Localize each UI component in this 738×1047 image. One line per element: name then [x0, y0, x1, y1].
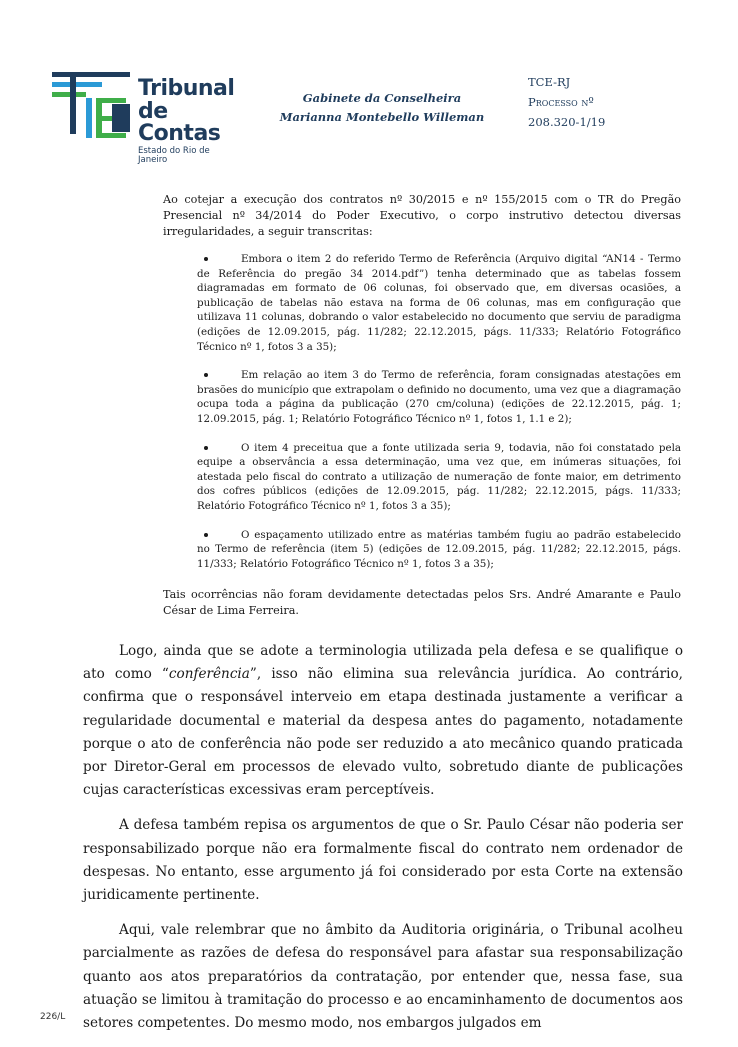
- bullet-icon: [204, 533, 208, 537]
- org-name: TCE-RJ: [528, 75, 571, 89]
- process-number: Processo nº 208.320-1/19: [528, 95, 606, 129]
- list-item: O item 4 preceitua que a fonte utilizada seria 9, todavia, não foi constatado pela equipe a observância a essa determinação, uma vez que, em inúmeras situações, foi atestada pelo fiscal do contrato a utilização de numeração de fonte maior, em detrimento dos cofres públicos (edições de 12.09.2015, pág. 11/282; 22.12.2015, págs. 11/333; Relatório Fotográfico Técnico nº 1, fotos 3 a 35);: [197, 441, 681, 512]
- main-text: [83, 640, 683, 1047]
- tce-emblem-icon: [52, 70, 136, 146]
- bullet-icon: [204, 257, 208, 261]
- page-footer: 226/L: [40, 1012, 66, 1022]
- cabinet-title: [272, 89, 492, 127]
- cabinet-line2: Marianna Montebello Willeman: [279, 110, 485, 124]
- quote-intro: Ao cotejar a execução dos contratos nº 30/2015 e nº 155/2015 com o TR do Pregão Presencial nº 34/2014 do Poder Executivo, o corpo instrutivo detectou diversas irregularidades, a seguir transcritas:: [163, 193, 681, 238]
- irregularities-list: [163, 252, 681, 571]
- process-info: [528, 72, 605, 132]
- paragraph-3: Aqui, vale relembrar que no âmbito da Auditoria originária, o Tribunal acolheu parcialmente as razões de defesa do responsável para afastar sua responsabilização quanto aos atos preparatórios da contratação, por entender que, nessa fase, sua atuação se limitou à tramitação do processo e ao encaminhamento de documentos aos setores competentes. Do mesmo modo, nos embargos julgados em: [83, 922, 683, 1032]
- logo-line3: Estado do Rio de Janeiro: [138, 146, 210, 165]
- quote-closing: Tais ocorrências não foram devidamente detectadas pelos Srs. André Amarante e Paulo César de Lima Ferreira.: [163, 588, 681, 618]
- paragraph-2: A defesa também repisa os argumentos de que o Sr. Paulo César não poderia ser responsabilizado porque não era formalmente fiscal do contrato nem ordenador de despesas. No entanto, esse argumento já foi considerado por esta Corte na extensão juridicamente pertinente.: [83, 817, 683, 904]
- page-header: [0, 0, 738, 165]
- logo-line1: Tribunal: [138, 76, 235, 101]
- list-item: Em relação ao item 3 do Termo de referência, foram consignadas atestações em brasões do município que extrapolam o definido no documento, uma vez que a diagramação ocupa toda a página da publicação (270 cm/coluna) (edições de 22.12.2015, pág. 1; 12.09.2015, pág. 1; Relatório Fotográfico Técnico nº 1, fotos 1, 1.1 e 2);: [197, 369, 681, 425]
- tce-logo: [52, 70, 235, 165]
- list-item: O espaçamento utilizado entre as matérias também fugiu ao padrão estabelecido no Termo de referência (item 5) (edições de 12.09.2015, pág. 11/282; 22.12.2015, págs. 11/333; Relatório Fotográfico Técnico nº 1, fotos 3 a 35);: [197, 528, 681, 570]
- logo-line2: de Contas: [138, 99, 221, 146]
- list-item: Embora o item 2 do referido Termo de Referência (Arquivo digital “AN14 - Termo de Referência do pregão 34 2014.pdf”) tenha determinado que as tabelas fossem diagramadas em formato de 06 colunas, foi observado que, em diversas ocasiões, a publicação de tabelas não estava na forma de 06 colunas, mas em configuração que utilizava 11 colunas, dobrando o valor estabelecido no documento que serviu de paradigma (edições de 12.09.2015, pág. 11/282; 22.12.2015, págs. 11/333; Relatório Fotográfico Técnico nº 1, fotos 3 a 35);: [197, 253, 681, 353]
- quoted-block: [163, 192, 681, 619]
- paragraph-1: Logo, ainda que se adote a terminologia utilizada pela defesa e se qualifique o ato como “conferência”, isso não elimina sua relevância jurídica. Ao contrário, confirma que o responsável interveio em etapa destinada justamente a verificar a regularidade documental e material da despesa antes do pagamento, notadamente porque o ato de conferência não pode ser reduzido a ato mecânico quando praticada por Diretor-Geral em processos de elevado vulto, sobretudo diante de publicações cujas características excessivas eram perceptíveis.: [83, 643, 684, 799]
- cabinet-line1: Gabinete da Conselheira: [302, 91, 462, 105]
- bullet-icon: [204, 446, 208, 450]
